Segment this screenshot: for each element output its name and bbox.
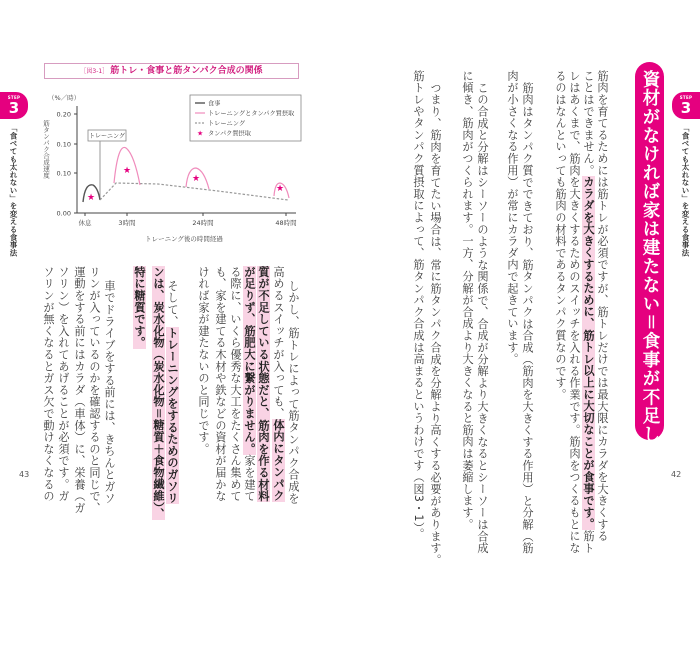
y-axis-title: 筋タンパク合成速度 [42, 120, 50, 179]
text-column [56, 266, 70, 502]
text-column [41, 266, 55, 502]
legend-label: タンパク質摂取 [208, 130, 251, 138]
text-column [475, 82, 489, 554]
y-tick-label: 0.10 [56, 169, 71, 178]
text-column [196, 266, 210, 455]
y-tick-label: 0.20 [56, 110, 71, 119]
highlighted-text: 体内にタンパク [272, 419, 285, 503]
step-tab-left [0, 92, 28, 119]
step-label: STEP [679, 95, 693, 100]
star-icon: ★ [275, 184, 285, 194]
text-column [553, 70, 567, 400]
star-icon: ★ [191, 174, 201, 184]
text-column [286, 280, 300, 504]
body-text: 運動をする前にはカラダ（車体）に、栄養（ガ [73, 266, 86, 514]
body-text: つまり、筋肉を育てたい場合は、常に筋タンパク合成を分解より高くする必要があります。 [429, 82, 442, 566]
text-column [132, 266, 146, 349]
text-column [102, 280, 116, 504]
text-column [165, 280, 179, 504]
highlighted-text: 特に糖質です。 [133, 266, 146, 349]
body-text: 筋肉はタンパク質でできており、筋タンパクは合成（筋肉を大きくする作用）と分解（筋 [521, 82, 534, 554]
highlighted-text: 質が不足している状態だと、筋肉を作る材料 [257, 266, 270, 502]
x-tick-label: 3時間 [118, 219, 136, 227]
body-text: 車でドライブをする前には、きちんとガソ [103, 280, 116, 505]
page-number-right: 42 [671, 470, 682, 479]
text-column [151, 266, 165, 520]
body-text: そして、 [166, 280, 179, 328]
text-column [87, 266, 101, 514]
chapter-side-text-right: 「食べても太れない」を変える食事法 [681, 124, 690, 257]
body-text: に傾き、筋肉がつくられます。一方、分解が合成より大きくなると筋肉は萎縮します。 [461, 70, 474, 531]
body-text: 筋ト [582, 530, 595, 554]
y-tick-label: 0.10 [56, 140, 71, 149]
text-column [520, 82, 534, 554]
x-tick-label: 24時間 [192, 219, 214, 227]
text-column [411, 70, 425, 540]
text-column [567, 70, 581, 554]
y-unit-label: （%／時） [48, 94, 81, 102]
body-text: ソリン）を入れてあげることが必須です。ガ [57, 266, 70, 502]
section-title-banner: 資材がなければ家は建たない＝食事が不足していると筋肉はできない [635, 62, 664, 440]
highlighted-text: が足りず、筋肥大に繋がりません。 [243, 266, 256, 455]
step-number: 3 [680, 99, 692, 117]
highlighted-text: カラダを大きくするために、筋トレ以上に大切なことが食事です。 [582, 176, 595, 531]
step-tab-right [672, 92, 700, 119]
body-text: この合成と分解はシーソーのような関係で、合成が分解より大きくなるとシーソーは合成 [476, 82, 489, 554]
body-text: リンが入っているのかを確認するのと同じで、 [88, 266, 101, 514]
text-column [595, 70, 609, 542]
figure-title: 筋トレ・食事と筋タンパク合成の関係 [110, 66, 263, 76]
star-icon: ★ [122, 166, 132, 176]
text-column [581, 70, 595, 554]
body-text: も、家を建てる木材や鉄などの資材が届かな [214, 266, 227, 502]
legend [190, 95, 301, 141]
body-text: 家を建て [243, 454, 256, 503]
y-tick-label: 0.00 [56, 209, 71, 218]
text-column [213, 266, 227, 502]
star-icon: ★ [197, 129, 204, 138]
body-text: 筋肉を育てるためには筋トレが必須ですが、筋トレだけでは最大限にカラダを大きくする [596, 70, 609, 542]
legend-label: トレーニングとタンパク質摂取 [208, 110, 295, 118]
body-text: 肉が小さくなる作用）が常にカラダ内で起きています。 [506, 70, 519, 365]
highlighted-text: ンは、炭水化物（炭水化物＝糖質＋食物繊維）、 [152, 266, 165, 520]
training-annotation [88, 130, 126, 200]
svg-text:トレーニング: トレーニング [89, 133, 125, 140]
body-text: るのはなんといっても筋肉の材料であるタンパク質なのです。 [554, 70, 567, 401]
text-column [505, 70, 519, 365]
text-column [72, 266, 86, 514]
text-column [271, 266, 285, 502]
text-column [242, 266, 256, 502]
x-tick-label: 48時間 [275, 219, 297, 227]
body-text: しかし、筋トレによって筋タンパク合成を [287, 280, 300, 505]
figure-title-box [44, 63, 299, 79]
body-text: ければ家が建たないのと同じです。 [197, 266, 210, 455]
step-number: 3 [8, 99, 20, 117]
step-label: STEP [7, 95, 21, 100]
x-axis-title: トレーニング後の時間経過 [145, 235, 223, 243]
x-tick-label: 休息 [78, 219, 92, 227]
body-text: る際に、いくら優秀な大工をたくさん集めて [229, 266, 242, 502]
body-text: レはあくまで、筋肉を大きくするためのスイッチを入れる作業です。筋肉をつくるもとにな [568, 70, 581, 554]
body-text: ことはできません。 [582, 70, 595, 177]
body-text: ソリンが無くなるとガス欠で動けなくなるの [42, 266, 55, 502]
training-curve [100, 183, 288, 200]
text-column [228, 266, 242, 502]
legend-label: トレーニング [208, 120, 246, 128]
text-column [256, 266, 270, 502]
body-text: 筋トレやタンパク質摂取によって、筋タンパク合成は高まるというわけです（図3・1）。 [412, 70, 425, 541]
figure-number: ［図3-1］ [80, 68, 109, 75]
text-column [460, 70, 474, 530]
chapter-side-text-left: 「食べても太れない」を変える食事法 [9, 124, 18, 257]
highlighted-text: トレーニングをするためのガソリ [166, 327, 179, 505]
text-column [428, 82, 442, 566]
star-icon: ★ [86, 193, 96, 203]
legend-label: 食事 [208, 100, 221, 108]
page-number-left: 43 [19, 470, 30, 479]
body-text: 高めるスイッチが入っても、 [272, 266, 285, 420]
chart [38, 88, 308, 243]
